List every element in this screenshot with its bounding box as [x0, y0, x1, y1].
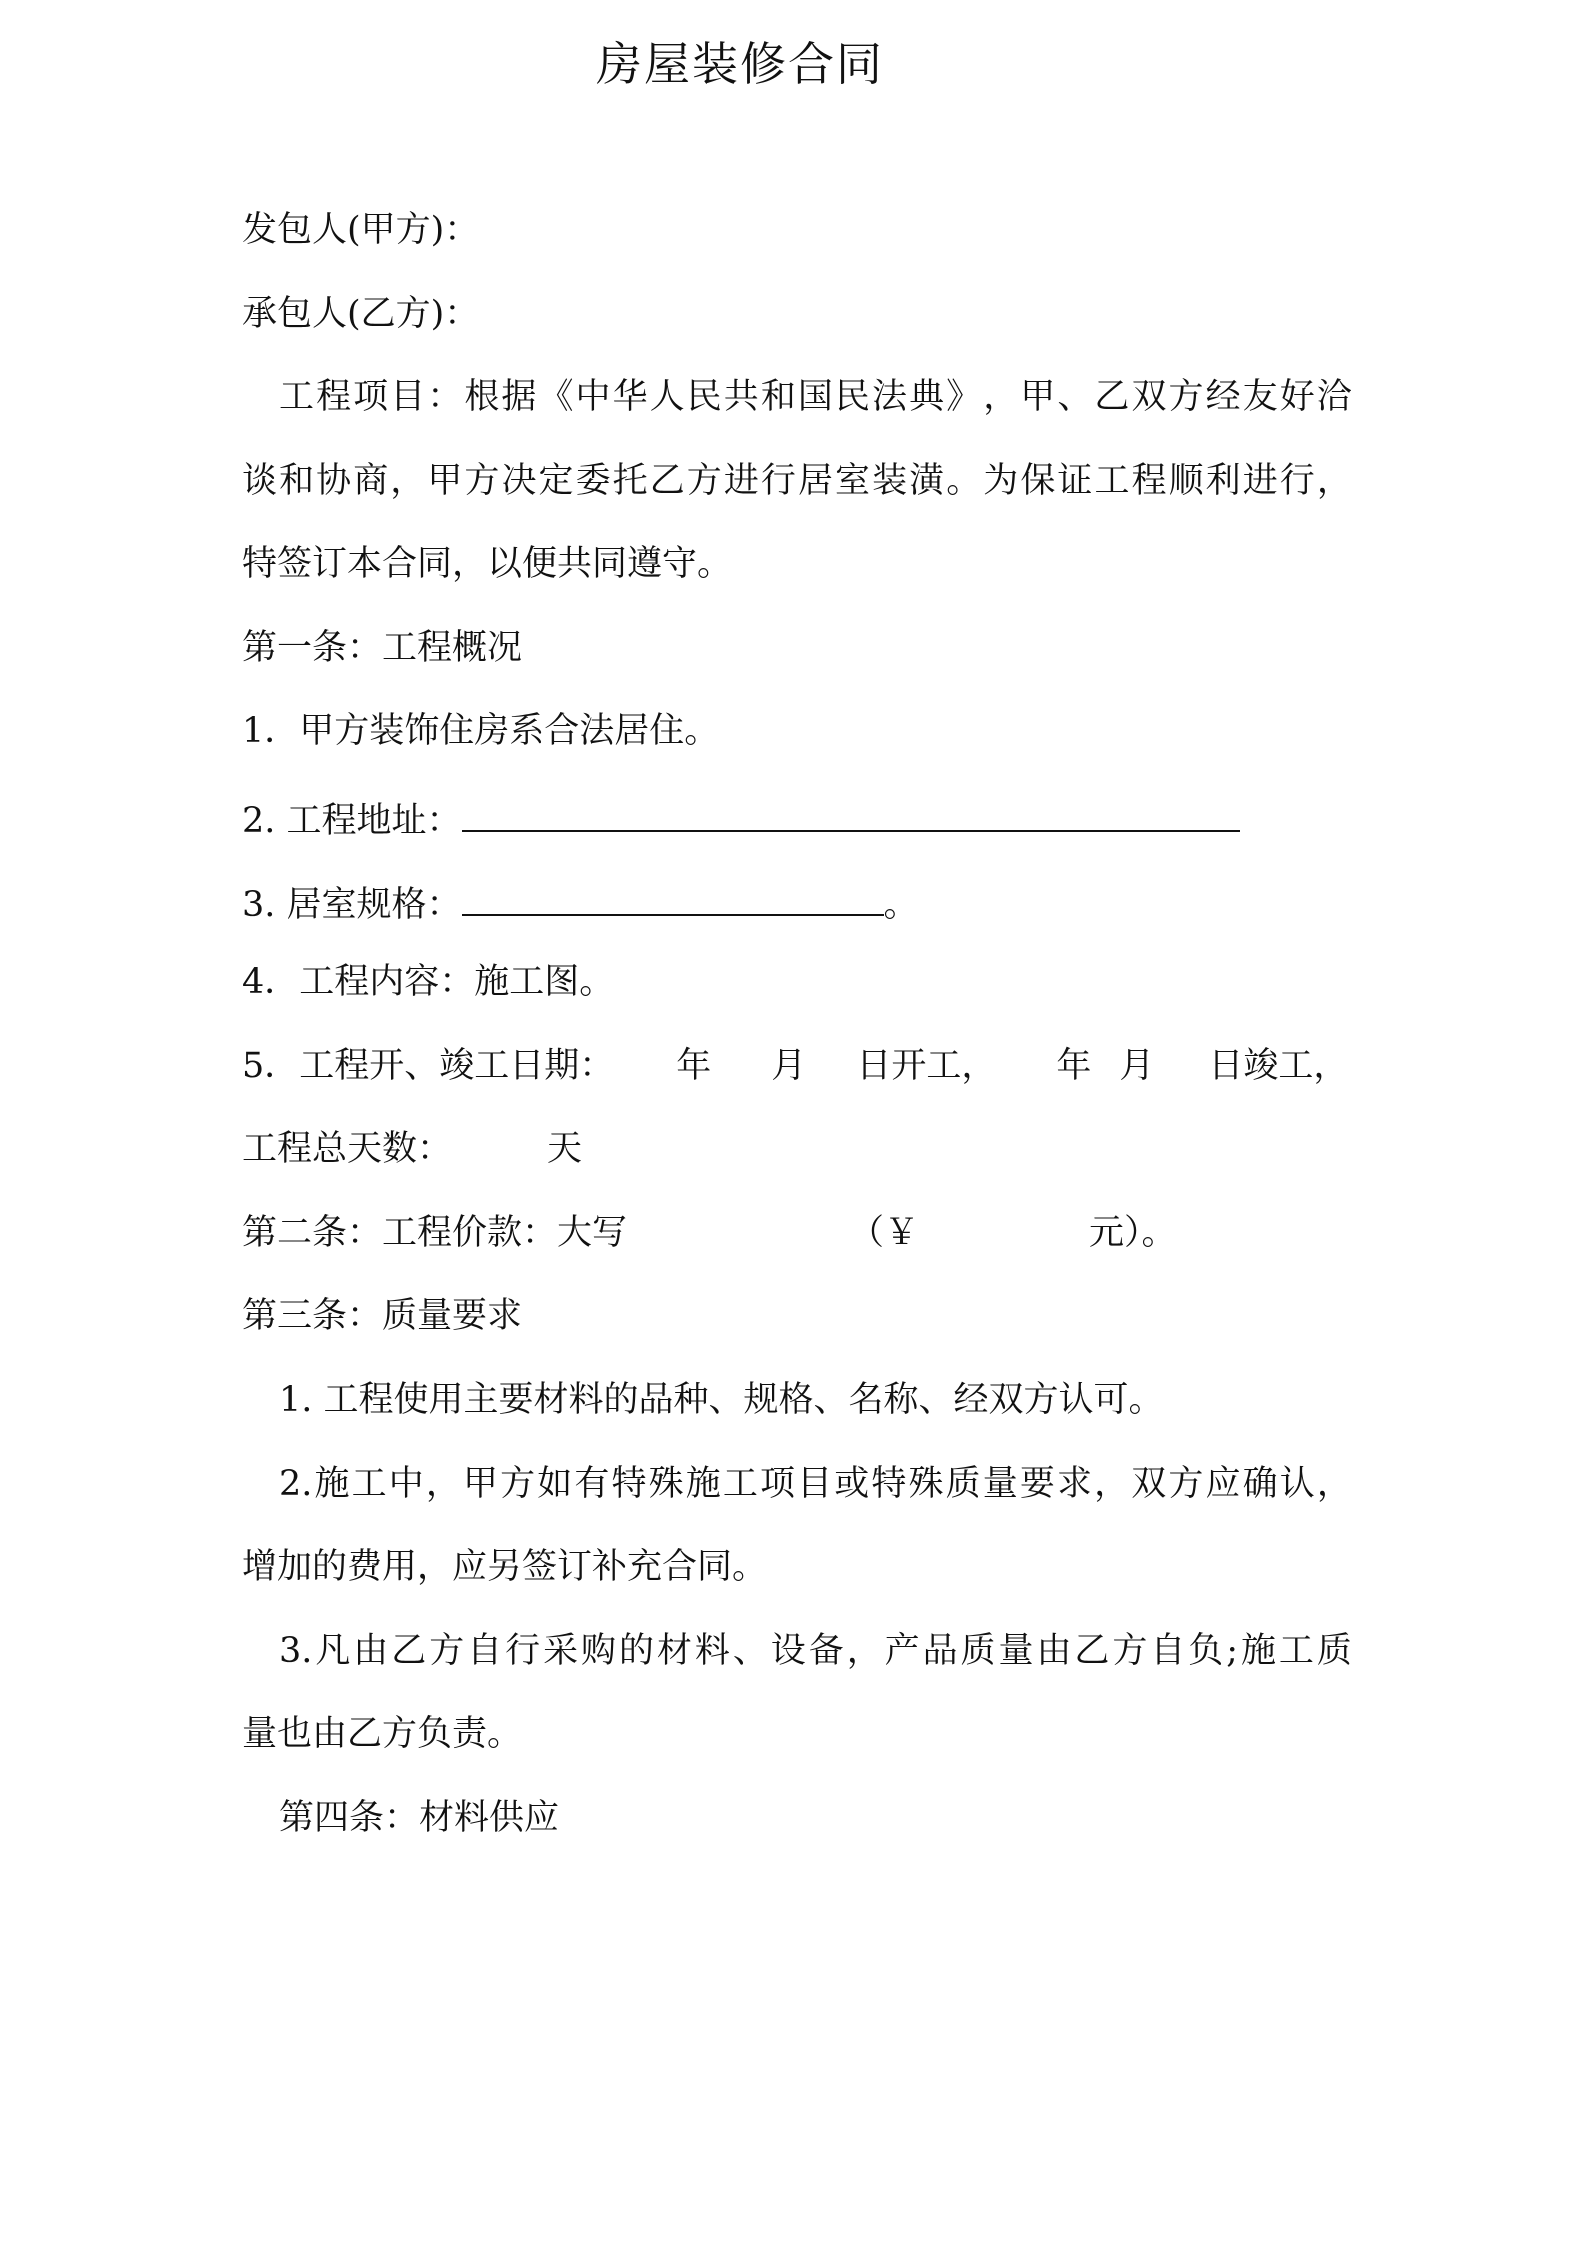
- preamble-line-2-char: 潢: [909, 461, 945, 501]
- article-3-item-2-line-1-char: 目: [797, 1464, 833, 1504]
- start-month-label: 月: [771, 1046, 807, 1086]
- article-3-item-3-line-1-char: 乙: [1074, 1631, 1110, 1671]
- article-3-item-2-line-1-char: 或: [834, 1464, 870, 1504]
- article-3-item-2-line-1-char: 求: [1057, 1464, 1093, 1504]
- preamble-line-1-char: ：: [427, 377, 463, 417]
- preamble-line-1-char: 《: [538, 377, 574, 417]
- total-days-line: [242, 1124, 1352, 1174]
- preamble-line-2-char: 进: [1242, 461, 1278, 501]
- article-3-item-2-line-1-char: 方: [500, 1464, 536, 1504]
- article-3-item-2-line-1-char: 殊: [908, 1464, 944, 1504]
- start-day-label: 日开工，: [856, 1046, 997, 1086]
- article-3-item-3-line-1-char: 品: [922, 1631, 958, 1671]
- article-3-item-2-line-1-char: 施: [685, 1464, 721, 1504]
- preamble-line-1-char: 中: [575, 377, 611, 417]
- preamble-line-2-char: ，: [1316, 461, 1352, 501]
- preamble-line-1-char: 洽: [1316, 377, 1352, 417]
- article-3-item-3-line-1-char: 采: [543, 1631, 579, 1671]
- preamble-line-1-char: 目: [390, 377, 426, 417]
- article-1-item-5: [242, 1041, 1352, 1091]
- total-days-unit: 天: [547, 1129, 583, 1169]
- preamble-line-2-char: 。: [946, 461, 982, 501]
- preamble-line-1-char: 典: [909, 377, 945, 417]
- preamble-line-2-char: 甲: [427, 461, 463, 501]
- preamble-line-1-char: 和: [760, 377, 796, 417]
- article-3-item-3-line-1-char: 质: [1316, 1631, 1352, 1671]
- preamble-line-1-char: 乙: [1094, 377, 1130, 417]
- article-3-item-2-line-1-char: 工: [351, 1464, 387, 1504]
- preamble-line-2-char: 保: [1020, 461, 1056, 501]
- article-3-item-2-line-1: [279, 1459, 1352, 1509]
- article-3-item-2-line-1-char: 双: [1131, 1464, 1167, 1504]
- preamble-line-2-char: 和: [279, 461, 315, 501]
- preamble-line-2-char: 进: [723, 461, 759, 501]
- article-3-item-3-line-1-char: 工: [1278, 1631, 1314, 1671]
- preamble-line-1-char: 方: [1168, 377, 1204, 417]
- article-3-item-3-line-1-char: 产: [884, 1631, 920, 1671]
- article-3-item-2-line-1-char: 质: [945, 1464, 981, 1504]
- preamble-line-2-char: 行: [760, 461, 796, 501]
- preamble-line-1-char: 经: [1205, 377, 1241, 417]
- preamble-line-2-char: 委: [575, 461, 611, 501]
- article-3-item-2-line-1-char: 应: [1205, 1464, 1241, 1504]
- article-3-item-2-line-1-char: ，: [425, 1464, 461, 1504]
- preamble-line-1-char: 民: [686, 377, 722, 417]
- preamble-line-1-char: 共: [723, 377, 759, 417]
- preamble-line-3: 特签订本合同，以便共同遵守。: [242, 544, 733, 584]
- article-3-item-2-line-1-char: 要: [1019, 1464, 1055, 1504]
- article-3-item-2-line-1-char: 2.: [279, 1464, 313, 1504]
- article-3-item-3-line-2: 量也由乙方负责。: [242, 1714, 523, 1754]
- article-3-item-3-line-1-char: 凡: [315, 1631, 351, 1671]
- article-3-item-2-line-1-char: 认: [1279, 1464, 1315, 1504]
- preamble-line-2-char: 协: [316, 461, 352, 501]
- article-3-item-3-line-1-char: 购: [581, 1631, 617, 1671]
- article-3-item-1: 1. 工程使用主要材料的品种、规格、名称、经双方认可。: [279, 1380, 1164, 1420]
- article-3-item-3-line-1-char: 方: [1112, 1631, 1148, 1671]
- article-1-item-1: 1．甲方装饰住房系合法居住。: [242, 711, 720, 751]
- preamble-line-2-char: 商: [353, 461, 389, 501]
- article-1-item-4: 4．工程内容：施工图。: [242, 962, 615, 1002]
- preamble-line-1-char: 甲: [1020, 377, 1056, 417]
- article-3-item-2-line-1-char: 项: [760, 1464, 796, 1504]
- price-amount-open: （￥: [849, 1213, 920, 1253]
- article-3-item-3-line-1-char: 设: [770, 1631, 806, 1671]
- end-day-label: 日竣工，: [1208, 1046, 1349, 1086]
- preamble-line-1-char: 民: [834, 377, 870, 417]
- preamble-line-1-char: 华: [612, 377, 648, 417]
- preamble-line-2-char: ，: [390, 461, 426, 501]
- total-days-label: 工程总天数：: [242, 1129, 453, 1169]
- preamble-line-2-char: 乙: [649, 461, 685, 501]
- article-3-item-3-line-1-char: 料: [694, 1631, 730, 1671]
- article-4-heading: 第四条：材料供应: [279, 1798, 560, 1838]
- document-title: 房屋装修合同: [596, 37, 884, 91]
- preamble-line-1-char: 友: [1242, 377, 1278, 417]
- article-3-item-3-line-1-char: 、: [732, 1631, 768, 1671]
- end-month-label: 月: [1119, 1046, 1155, 1086]
- article-3-item-3-line-1-char: 量: [998, 1631, 1034, 1671]
- article-3-item-2-line-1-char: 施: [314, 1464, 350, 1504]
- article-3-item-3-line-1-char: 由: [1036, 1631, 1072, 1671]
- preamble-line-2-char: 托: [612, 461, 648, 501]
- preamble-line-1-char: 据: [501, 377, 537, 417]
- article-3-item-3-line-1-char: 材: [656, 1631, 692, 1671]
- price-amount-close: 元）。: [1089, 1213, 1177, 1253]
- preamble-line-2-char: 利: [1205, 461, 1241, 501]
- article-3-item-2-line-1-char: 如: [537, 1464, 573, 1504]
- address-label: 2. 工程地址：: [242, 801, 462, 841]
- preamble-line-2-char: 装: [872, 461, 908, 501]
- preamble-line-1-char: 》: [946, 377, 982, 417]
- preamble-line-2-char: 室: [835, 461, 871, 501]
- preamble-line-1-char: 国: [797, 377, 833, 417]
- preamble-line-2-char: 工: [1094, 461, 1130, 501]
- article-3-item-2-line-1-char: 甲: [463, 1464, 499, 1504]
- article-3-item-2-line-1-char: ，: [1316, 1464, 1352, 1504]
- article-3-item-3-line-1-char: 由: [353, 1631, 389, 1671]
- party-a-label: 发包人(甲方)：: [242, 210, 480, 250]
- article-3-item-2-line-1-char: 特: [611, 1464, 647, 1504]
- preamble-line-2-char: 决: [501, 461, 537, 501]
- article-3-item-3-line-1: [279, 1626, 1352, 1676]
- preamble-line-1-char: 双: [1131, 377, 1167, 417]
- article-3-item-2-line-1-char: 确: [1242, 1464, 1278, 1504]
- preamble-line-2-char: 证: [1057, 461, 1093, 501]
- preamble-line-1-char: 程: [316, 377, 352, 417]
- preamble-line-1-char: 根: [464, 377, 500, 417]
- article-3-item-2-line-2: 增加的费用，应另签订补充合同。: [242, 1547, 768, 1587]
- preamble-line-1-char: 项: [353, 377, 389, 417]
- article-3-item-2-line-1-char: 特: [871, 1464, 907, 1504]
- article-1-item-2: [242, 790, 1352, 846]
- article-1-heading: 第一条：工程概况: [242, 628, 523, 668]
- room-spec-label: 3. 居室规格：: [242, 885, 462, 925]
- article-3-item-2-line-1-char: 有: [574, 1464, 610, 1504]
- article-1-item-3: [242, 874, 1352, 930]
- preamble-line-1-char: 人: [649, 377, 685, 417]
- article-3-item-3-line-1-char: 备: [808, 1631, 844, 1671]
- article-3-item-3-line-1-char: 3.: [279, 1631, 313, 1671]
- preamble-line-2-char: 方: [464, 461, 500, 501]
- preamble-line-2-char: 方: [686, 461, 722, 501]
- article-3-item-2-line-1-char: ，: [1094, 1464, 1130, 1504]
- end-year-label: 年: [1056, 1046, 1092, 1086]
- article-3-item-3-line-1-char: 负: [1188, 1631, 1224, 1671]
- address-blank[interactable]: [462, 790, 1240, 832]
- article-3-item-2-line-1-char: 殊: [648, 1464, 684, 1504]
- preamble-line-1-char: 工: [279, 377, 315, 417]
- preamble-line-2: [242, 456, 1352, 506]
- article-3-item-3-line-1-char: 施: [1240, 1631, 1276, 1671]
- start-year-label: 年: [676, 1046, 712, 1086]
- article-3-item-2-line-1-char: 工: [722, 1464, 758, 1504]
- room-spec-suffix: 。: [883, 885, 919, 925]
- preamble-line-1: [279, 372, 1352, 422]
- party-b-label: 承包人(乙方)：: [242, 294, 480, 334]
- article-3-item-3-line-1-char: ，: [846, 1631, 882, 1671]
- preamble-line-2-char: 顺: [1168, 461, 1204, 501]
- preamble-line-1-char: ，: [983, 377, 1019, 417]
- article-3-item-3-line-1-char: ;: [1226, 1631, 1239, 1671]
- article-3-item-2-line-1-char: 中: [388, 1464, 424, 1504]
- article-3-heading: 第三条：质量要求: [242, 1296, 523, 1336]
- room-spec-blank[interactable]: [462, 874, 884, 916]
- article-3-item-3-line-1-char: 质: [960, 1631, 996, 1671]
- preamble-line-1-char: 、: [1057, 377, 1093, 417]
- article-3-item-3-line-1-char: 自: [1150, 1631, 1186, 1671]
- preamble-line-1-char: 法: [872, 377, 908, 417]
- preamble-line-2-char: 定: [538, 461, 574, 501]
- article-3-item-3-line-1-char: 乙: [391, 1631, 427, 1671]
- price-label: 第二条：工程价款：大写: [242, 1213, 628, 1253]
- preamble-line-2-char: 居: [797, 461, 833, 501]
- article-3-item-2-line-1-char: 方: [1168, 1464, 1204, 1504]
- dates-label: 5．工程开、竣工日期：: [242, 1046, 615, 1086]
- article-2-price: [242, 1208, 1352, 1258]
- article-3-item-3-line-1-char: 方: [429, 1631, 465, 1671]
- preamble-line-2-char: 为: [983, 461, 1019, 501]
- article-3-item-2-line-1-char: 量: [982, 1464, 1018, 1504]
- preamble-line-2-char: 程: [1131, 461, 1167, 501]
- preamble-line-2-char: 行: [1279, 461, 1315, 501]
- article-3-item-3-line-1-char: 行: [505, 1631, 541, 1671]
- article-3-item-3-line-1-char: 的: [618, 1631, 654, 1671]
- article-3-item-3-line-1-char: 自: [467, 1631, 503, 1671]
- preamble-line-2-char: 谈: [242, 461, 278, 501]
- preamble-line-1-char: 好: [1279, 377, 1315, 417]
